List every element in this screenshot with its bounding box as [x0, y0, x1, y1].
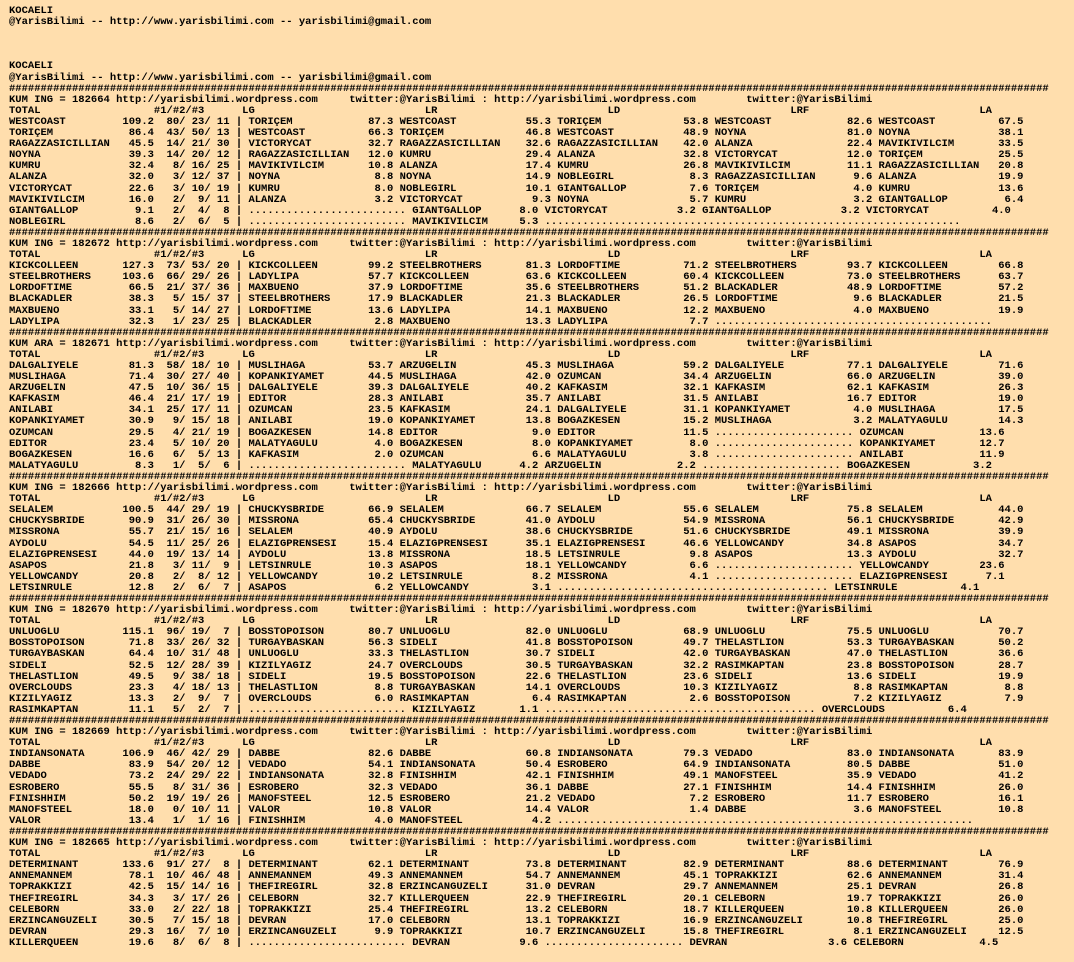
result-row: KAFKASIM 46.4 21/ 17/ 19 | EDITOR 28.3 ANILABI 35.7 ANILABI 31.5 ANILABI 16.7 EDITOR 19.0 [9, 393, 1024, 406]
separator-line: ##################################################################################################################################################################### [9, 715, 1049, 727]
result-row: DEVRAN 29.3 16/ 7/ 10 | ERZINCANGUZELI 9.9 TOPRAKKIZI 10.7 ERZINCANGUZELI 15.8 THEFIREGIRL 8.1 ERZINCANGUZELI 12.5 [9, 925, 1024, 938]
result-row: ASAPOS 21.8 3/ 11/ 9 | LETSINRULE 10.3 ASAPOS 18.1 YELLOWCANDY 6.6 ...................... YELLOWCANDY 23.6 [9, 559, 1005, 572]
result-row: MAVIKIVILCIM 16.0 2/ 9/ 11 | ALANZA 3.2 VICTORYCAT 9.3 NOYNA 5.7 KUMRU 3.2 GIANTGALLOP 6.4 [9, 193, 1024, 206]
result-row: RASIMKAPTAN 11.1 5/ 2/ 7 | ......................... KIZILYAGIZ 1.1 ........................................... OVERCLOUDS 6.4 [9, 703, 967, 716]
result-row: FINISHHIM 50.2 19/ 19/ 26 | MANOFSTEEL 12.5 ESROBERO 21.2 VEDADO 7.2 ESROBERO 11.7 ESROBERO 16.1 [9, 792, 1024, 805]
result-row: INDIANSONATA 106.9 46/ 42/ 29 | DABBE 82.6 DABBE 60.8 INDIANSONATA 79.3 VEDADO 83.0 INDIANSONATA 83.9 [9, 748, 1024, 761]
result-row: RAGAZZASICILLIAN 45.5 14/ 21/ 30 | VICTORYCAT 32.7 RAGAZZASICILLIAN 32.6 RAGAZZASICILLIAN 42.0 ALANZA 22.4 MAVIKIVILCIM 33.5 [9, 138, 1024, 151]
result-row: LORDOFTIME 66.5 21/ 37/ 36 | MAXBUENO 37.9 LORDOFTIME 35.6 STEELBROTHERS 51.2 BLACKADLER 48.9 LORDOFTIME 57.2 [9, 282, 1024, 295]
result-row: LADYLIPA 32.3 1/ 23/ 25 | BLACKADLER 2.8 MAXBUENO 13.3 LADYLIPA 7.7 ............................................ [9, 315, 992, 328]
result-row: KICKCOLLEEN 127.3 73/ 53/ 20 | KICKCOLLEEN 99.2 STEELBROTHERS 81.3 LORDOFTIME 71.2 STEELBROTHERS 93.7 KICKCOLLEEN 66.8 [9, 260, 1024, 273]
result-row: NOYNA 39.3 14/ 20/ 12 | RAGAZZASICILLIAN 12.0 KUMRU 29.4 ALANZA 32.8 VICTORYCAT 12.0 TORIÇEM 25.5 [9, 149, 1024, 162]
result-row: NOBLEGIRL 8.6 2/ 6/ 5 | ......................... MAVIKIVILCIM 5.3 .................................................................. [9, 215, 961, 228]
result-row: GIANTGALLOP 9.1 2/ 4/ 8 | ......................... GIANTGALLOP 8.0 VICTORYCAT 3.2 GIANTGALLOP 3.2 VICTORYCAT 4.0 [9, 204, 1011, 217]
race-header: KUM ING = 182665 http://yarisbilimi.wordpress.com twitter:@YarisBilimi : http://yarisbilimi.wordpress.com twitter:@YarisBilimi [9, 837, 873, 850]
result-row: THEFIREGIRL 34.3 3/ 17/ 26 | CELEBORN 32.7 KILLERQUEEN 22.9 THEFIREGIRL 20.1 CELEBORN 19.7 TOPRAKKIZI 26.0 [9, 892, 1024, 905]
result-row: ALANZA 32.0 3/ 12/ 37 | NOYNA 8.8 NOYNA 14.9 NOBLEGIRL 8.3 RAGAZZASICILLIAN 9.6 ALANZA 19.9 [9, 171, 1024, 184]
spacer-line [9, 50, 1049, 61]
result-row: SIDELI 52.5 12/ 28/ 39 | KIZILYAGIZ 24.7 OVERCLOUDS 30.5 TURGAYBASKAN 32.2 RASIMKAPTAN 23.8 BOSSTOPOISON 28.7 [9, 659, 1024, 672]
result-row: STEELBROTHERS 103.6 66/ 29/ 26 | LADYLIPA 57.7 KICKCOLLEEN 63.6 KICKCOLLEEN 60.4 KICKCOLLEEN 73.0 STEELBROTHERS 63.7 [9, 271, 1024, 284]
result-row: DETERMINANT 133.6 91/ 27/ 8 | DETERMINANT 62.1 DETERMINANT 73.8 DETERMINANT 82.9 DETERMINANT 88.6 DETERMINANT 76.9 [9, 859, 1024, 872]
column-header: TOTAL #1/#2/#3 LG LR LD LRF LA [9, 249, 992, 262]
result-row: EDITOR 23.4 5/ 10/ 20 | MALATYAGULU 4.0 BOGAZKESEN 8.0 KOPANKIYAMET 8.0 ...................... KOPANKIYAMET 12.7 [9, 437, 1005, 450]
result-row: ERZINCANGUZELI 30.5 7/ 15/ 18 | DEVRAN 17.0 CELEBORN 13.1 TOPRAKKIZI 16.9 ERZINCANGUZELI 10.8 THEFIREGIRL 25.0 [9, 914, 1024, 927]
result-row: VICTORYCAT 22.6 3/ 10/ 19 | KUMRU 8.0 NOBLEGIRL 10.1 GIANTGALLOP 7.6 TORIÇEM 4.0 KUMRU 13.6 [9, 182, 1024, 195]
result-row: ESROBERO 55.5 8/ 31/ 36 | ESROBERO 32.3 VEDADO 36.1 DABBE 27.1 FINISHHIM 14.4 FINISHHIM 26.0 [9, 781, 1024, 794]
spacer-line [9, 28, 1049, 39]
column-header: TOTAL #1/#2/#3 LG LR LD LRF LA [9, 493, 992, 506]
result-row: AYDOLU 54.5 11/ 25/ 26 | ELAZIGPRENSESI 15.4 ELAZIGPRENSESI 35.1 ELAZIGPRENSESI 46.6 YELLOWCANDY 34.8 ASAPOS 34.7 [9, 537, 1024, 550]
race-header: KUM ING = 182670 http://yarisbilimi.wordpress.com twitter:@YarisBilimi : http://yarisbilimi.wordpress.com twitter:@YarisBilimi [9, 604, 873, 617]
result-row: SELALEM 100.5 44/ 29/ 19 | CHUCKYSBRIDE 66.9 SELALEM 66.7 SELALEM 55.6 SELALEM 75.8 SELALEM 44.0 [9, 504, 1024, 517]
result-row: ELAZIGPRENSESI 44.0 19/ 13/ 14 | AYDOLU 13.8 MISSRONA 18.5 LETSINRULE 9.8 ASAPOS 13.3 AYDOLU 32.7 [9, 548, 1024, 561]
result-row: CHUCKYSBRIDE 90.9 31/ 26/ 30 | MISSRONA 65.4 CHUCKYSBRIDE 41.0 AYDOLU 54.9 MISSRONA 56.1 CHUCKYSBRIDE 42.9 [9, 515, 1024, 528]
result-row: KILLERQUEEN 19.6 8/ 6/ 8 | ......................... DEVRAN 9.6 ...................... DEVRAN 3.6 CELEBORN 4.5 [9, 936, 999, 949]
result-row: BLACKADLER 38.3 5/ 15/ 37 | STEELBROTHERS 17.9 BLACKADLER 21.3 BLACKADLER 26.5 LORDOFTIME 9.6 BLACKADLER 21.5 [9, 293, 1024, 306]
result-row: TORIÇEM 86.4 43/ 50/ 13 | WESTCOAST 66.3 TORIÇEM 46.8 WESTCOAST 48.9 NOYNA 81.0 NOYNA 38.1 [9, 127, 1024, 140]
contact-line: @YarisBilimi -- http://www.yarisbilimi.com -- yarisbilimi@gmail.com [9, 16, 432, 29]
separator-line: ##################################################################################################################################################################### [9, 326, 1049, 339]
result-row: VEDADO 73.2 24/ 29/ 22 | INDIANSONATA 32.8 FINISHHIM 42.1 FINISHHIM 49.1 MANOFSTEEL 35.9 VEDADO 41.2 [9, 770, 1024, 783]
result-row: ANILABI 34.1 25/ 17/ 11 | OZUMCAN 23.5 KAFKASIM 24.1 DALGALIYELE 31.1 KOPANKIYAMET 4.0 MUSLIHAGA 17.5 [9, 404, 1024, 417]
separator-line: ##################################################################################################################################################################### [9, 825, 1049, 838]
result-row: TURGAYBASKAN 64.4 10/ 31/ 48 | UNLUOGLU 33.3 THELASTLION 30.7 SIDELI 42.0 TURGAYBASKAN 47.0 THELASTLION 36.6 [9, 648, 1024, 661]
separator-line: ##################################################################################################################################################################### [9, 470, 1049, 483]
spacer-line [9, 39, 1049, 50]
result-row: ANNEMANNEM 78.1 10/ 46/ 48 | ANNEMANNEM 49.3 ANNEMANNEM 54.7 ANNEMANNEM 45.1 TOPRAKKIZI 62.6 ANNEMANNEM 31.4 [9, 870, 1024, 883]
race-header: KUM ING = 182664 http://yarisbilimi.wordpress.com twitter:@YarisBilimi : http://yarisbilimi.wordpress.com twitter:@YarisBilimi [9, 93, 873, 106]
contact-line-repeat: @YarisBilimi -- http://www.yarisbilimi.com -- yarisbilimi@gmail.com [9, 71, 432, 84]
result-row: LETSINRULE 12.8 2/ 6/ 7 | ASAPOS 6.2 YELLOWCANDY 3.1 ........................................... LETSINRULE 4.1 [9, 581, 980, 594]
race-header: KUM ING = 182672 http://yarisbilimi.wordpress.com twitter:@YarisBilimi : http://yarisbilimi.wordpress.com twitter:@YarisBilimi [9, 237, 873, 250]
result-row: OZUMCAN 29.5 4/ 21/ 19 | BOGAZKESEN 14.8 EDITOR 9.0 EDITOR 11.5 ...................... OZUMCAN 13.6 [9, 426, 1005, 439]
result-row: DALGALIYELE 81.3 58/ 18/ 10 | MUSLIHAGA 53.7 ARZUGELIN 45.3 MUSLIHAGA 59.2 DALGALIYELE 77.1 DALGALIYELE 71.6 [9, 360, 1024, 372]
race-header: KUM ARA = 182671 http://yarisbilimi.wordpress.com twitter:@YarisBilimi : http://yarisbilimi.wordpress.com twitter:@YarisBilimi [9, 337, 873, 350]
race-results-sheet [9, 6, 1049, 949]
column-header: TOTAL #1/#2/#3 LG LR LD LRF LA [9, 848, 992, 861]
result-row: BOGAZKESEN 16.6 6/ 5/ 13 | KAFKASIM 2.0 OZUMCAN 6.6 MALATYAGULU 3.8 ...................... ANILABI 11.9 [9, 448, 1005, 461]
column-header: TOTAL #1/#2/#3 LG LR LD LRF LA [9, 348, 992, 361]
result-row: VALOR 13.4 1/ 1/ 16 | FINISHHIM 4.0 MANOFSTEEL 4.2 .................................................................. [9, 814, 974, 827]
separator-line: ##################################################################################################################################################################### [9, 82, 1049, 95]
column-header: TOTAL #1/#2/#3 LG LR LD LRF LA [9, 737, 992, 750]
race-header: KUM ING = 182669 http://yarisbilimi.wordpress.com twitter:@YarisBilimi : http://yarisbilimi.wordpress.com twitter:@YarisBilimi [9, 726, 873, 739]
result-row: CELEBORN 33.0 2/ 22/ 18 | TOPRAKKIZI 25.4 THEFIREGIRL 13.2 CELEBORN 18.7 KILLERQUEEN 10.8 KILLERQUEEN 26.0 [9, 903, 1024, 916]
result-row: BOSSTOPOISON 71.8 33/ 26/ 32 | TURGAYBASKAN 56.3 SIDELI 41.8 BOSSTOPOISON 49.7 THELASTLION 53.3 TURGAYBASKAN 50.2 [9, 637, 1024, 650]
separator-line: ##################################################################################################################################################################### [9, 592, 1049, 605]
result-row: UNLUOGLU 115.1 96/ 19/ 7 | BOSSTOPOISON 80.7 UNLUOGLU 82.0 UNLUOGLU 68.9 UNLUOGLU 75.5 UNLUOGLU 70.7 [9, 626, 1024, 639]
race-header: KUM ING = 182666 http://yarisbilimi.wordpress.com twitter:@YarisBilimi : http://yarisbilimi.wordpress.com twitter:@YarisBilimi [9, 482, 873, 495]
result-row: MALATYAGULU 8.3 1/ 5/ 6 | ......................... MALATYAGULU 4.2 ARZUGELIN 2.2 ...................... BOGAZKESEN 3.2 [9, 459, 992, 472]
result-row: OVERCLOUDS 23.3 4/ 18/ 13 | THELASTLION 8.8 TURGAYBASKAN 14.1 OVERCLOUDS 10.3 KIZILYAGIZ 8.8 RASIMKAPTAN 8.8 [9, 681, 1024, 694]
result-row: MISSRONA 55.7 21/ 15/ 16 | SELALEM 40.9 AYDOLU 38.6 CHUCKYSBRIDE 51.6 CHUCKYSBRIDE 49.1 MISSRONA 39.9 [9, 526, 1024, 539]
result-row: THELASTLION 49.5 9/ 38/ 18 | SIDELI 19.5 BOSSTOPOISON 22.6 THELASTLION 23.6 SIDELI 13.6 SIDELI 19.9 [9, 670, 1024, 683]
result-row: YELLOWCANDY 20.8 2/ 8/ 12 | YELLOWCANDY 10.2 LETSINRULE 8.2 MISSRONA 4.1 ...................... ELAZIGPRENSESI 7.1 [9, 570, 1005, 583]
result-row: KIZILYAGIZ 13.3 2/ 9/ 7 | OVERCLOUDS 6.0 RASIMKAPTAN 6.4 RASIMKAPTAN 2.6 BOSSTOPOISON 7.2 KIZILYAGIZ 7.9 [9, 692, 1024, 705]
result-row: DABBE 83.9 54/ 20/ 12 | VEDADO 54.1 INDIANSONATA 50.4 ESROBERO 64.9 INDIANSONATA 80.5 DABBE 51.0 [9, 759, 1024, 772]
separator-line: ##################################################################################################################################################################### [9, 226, 1049, 239]
result-row: MUSLIHAGA 71.4 30/ 27/ 40 | KOPANKIYAMET 44.5 MUSLIHAGA 42.0 OZUMCAN 34.4 ARZUGELIN 66.0 ARZUGELIN 39.0 [9, 371, 1024, 384]
result-row: TOPRAKKIZI 42.5 15/ 14/ 16 | THEFIREGIRL 32.8 ERZINCANGUZELI 31.0 DEVRAN 29.7 ANNEMANNEM 25.1 DEVRAN 26.8 [9, 881, 1024, 894]
city-heading: KOCAELI [9, 5, 54, 17]
result-row: WESTCOAST 109.2 80/ 23/ 11 | TORIÇEM 87.3 WESTCOAST 55.3 TORIÇEM 53.8 WESTCOAST 82.6 WESTCOAST 67.5 [9, 115, 1024, 128]
column-header: TOTAL #1/#2/#3 LG LR LD LRF LA [9, 104, 992, 117]
city-heading-repeat: KOCAELI [9, 60, 54, 73]
column-header: TOTAL #1/#2/#3 LG LR LD LRF LA [9, 615, 992, 628]
result-row: ARZUGELIN 47.5 10/ 36/ 15 | DALGALIYELE 39.3 DALGALIYELE 40.2 KAFKASIM 32.1 KAFKASIM 62.1 KAFKASIM 26.3 [9, 382, 1024, 395]
result-row: MANOFSTEEL 18.0 0/ 10/ 11 | VALOR 10.8 VALOR 14.4 VALOR 1.4 DABBE 3.6 MANOFSTEEL 10.8 [9, 803, 1024, 816]
result-row: MAXBUENO 33.1 5/ 14/ 27 | LORDOFTIME 13.6 LADYLIPA 14.1 MAXBUENO 12.2 MAXBUENO 4.0 MAXBUENO 19.9 [9, 304, 1024, 317]
result-row: KOPANKIYAMET 30.9 9/ 15/ 18 | ANILABI 19.0 KOPANKIYAMET 13.8 BOGAZKESEN 15.2 MUSLIHAGA 3.2 MALATYAGULU 14.3 [9, 415, 1024, 428]
race-header: KUMRU 32.4 8/ 16/ 25 | MAVIKIVILCIM 10.8 ALANZA 17.4 KUMRU 26.8 MAVIKIVILCIM 11.1 RAGAZZASICILLIAN 20.8 [9, 160, 1024, 173]
